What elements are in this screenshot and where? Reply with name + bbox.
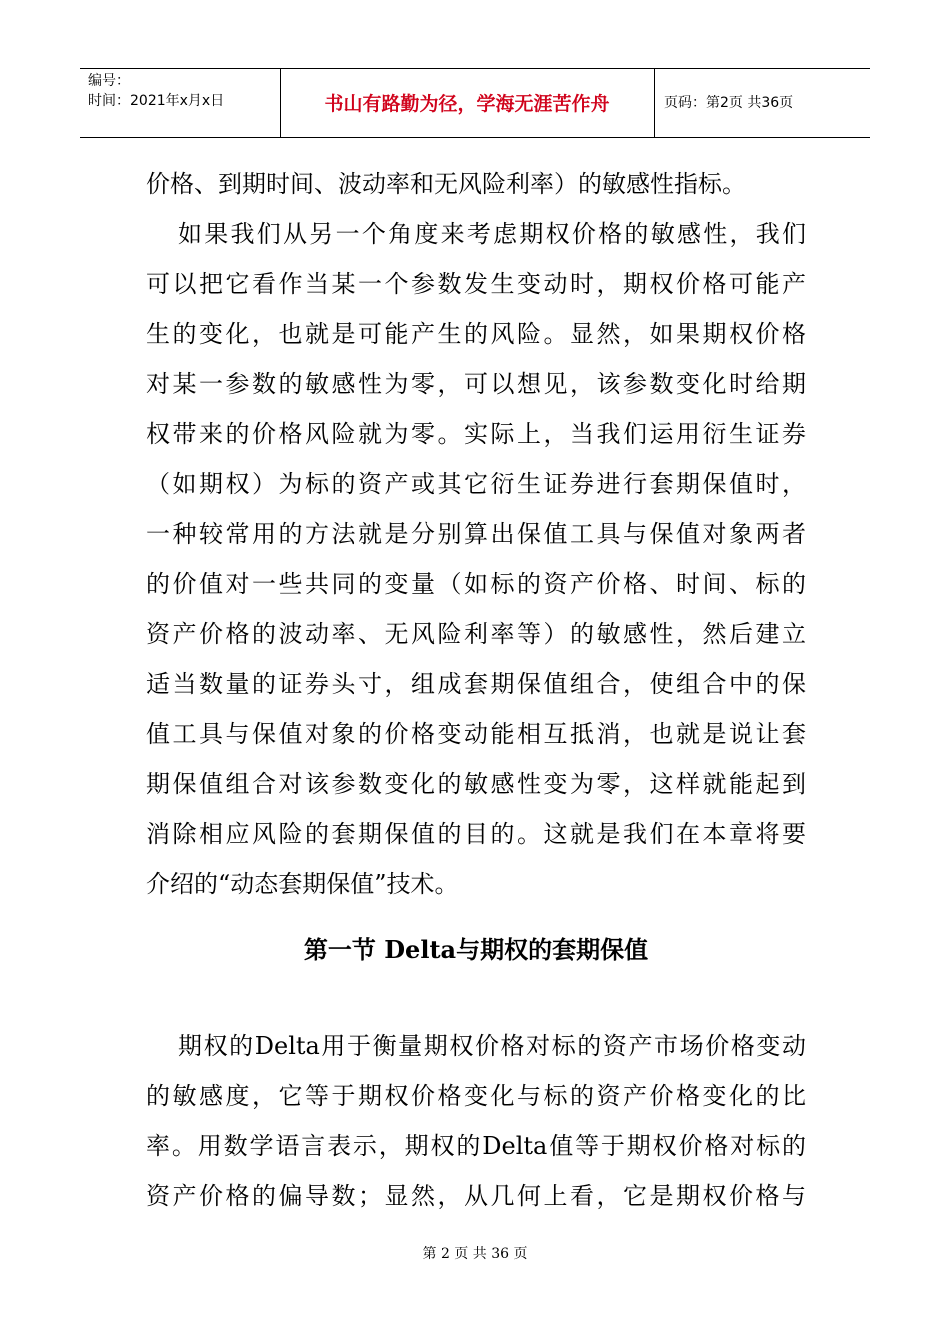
text-line: 率。用数学语言表示，期权的Delta值等于期权价格对标的 [146,1132,806,1160]
header-motto: 书山有路勤为径，学海无涯苦作舟 [324,93,610,115]
text-line: 消除相应风险的套期保值的目的。这就是我们在本章将要 [146,820,806,848]
text-line: 权带来的价格风险就为零。实际上，当我们运用衍生证券 [146,420,806,448]
header-meta-cell [80,69,281,137]
header-page-cell [654,69,870,137]
page-footer: 第 2 页 共 36 页 [422,1246,528,1262]
text-line: 资产价格的偏导数；显然，从几何上看，它是期权价格与 [146,1182,806,1210]
text-line: 对某一参数的敏感性为零，可以想见，该参数变化时给期 [146,370,806,398]
text-line: （如期权）为标的资产或其它衍生证券进行套期保值时， [146,470,806,498]
text-line: 资产价格的波动率、无风险利率等）的敏感性，然后建立 [146,620,806,648]
text-line: 期保值组合对该参数变化的敏感性变为零，这样就能起到 [146,770,806,798]
text-line: 值工具与保值对象的价格变动能相互抵消，也就是说让套 [146,720,806,748]
header-motto-cell [280,69,655,137]
text-line: 的敏感度，它等于期权价格变化与标的资产价格变化的比 [146,1082,806,1110]
document-date-label: 时间：2021年x月x日 [88,93,225,109]
header-page-info: 页码：第2页 共36页 [664,95,794,111]
document-number-label: 编号： [88,73,130,89]
text-line: 如果我们从另一个角度来考虑期权价格的敏感性，我们 [178,220,806,248]
text-line: 的价值对一些共同的变量（如标的资产价格、时间、标的 [146,570,806,598]
text-line: 可以把它看作当某一个参数发生变动时，期权价格可能产 [146,270,806,298]
text-line: 适当数量的证券头寸，组成套期保值组合，使组合中的保 [146,670,806,698]
text-line: 价格、到期时间、波动率和无风险利率）的敏感性指标。 [146,170,746,198]
page-header [80,68,870,138]
text-line: 期权的Delta用于衡量期权价格对标的资产市场价格变动 [178,1032,806,1060]
section-title: 第一节 Delta与期权的套期保值 [303,935,649,964]
text-line: 一种较常用的方法就是分别算出保值工具与保值对象两者 [146,520,806,548]
text-line: 生的变化，也就是可能产生的风险。显然，如果期权价格 [146,320,806,348]
text-line: 介绍的“动态套期保值”技术。 [146,870,459,898]
